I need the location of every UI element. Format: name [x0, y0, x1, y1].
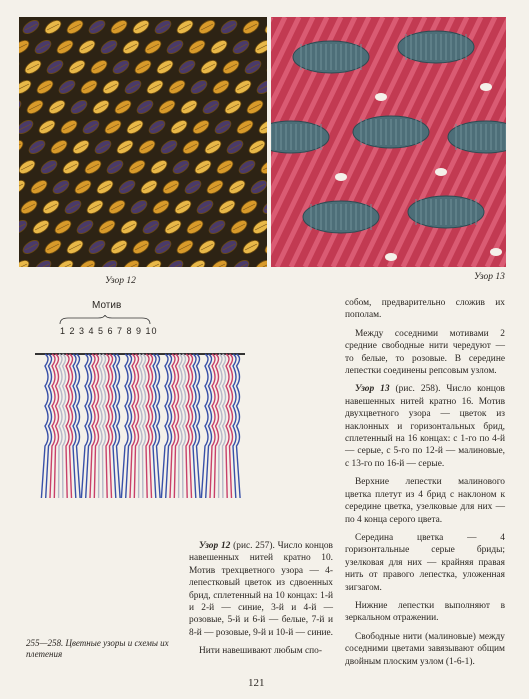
motif-label: Мотив [92, 300, 122, 311]
pattern-12-heading: Узор 12 [199, 541, 231, 551]
macrame-photo-pattern-13 [271, 17, 506, 267]
text-paragraph: собом, предварительно сложив их пополам. [345, 298, 505, 321]
text-paragraph: Нижние лепестки выполняют в зеркальном отражении. [345, 600, 505, 624]
page-number: 121 [248, 677, 265, 689]
figure-caption: 255—258. Цветные узоры и схемы их плетения [26, 638, 169, 659]
thread-numbers: 1 2 3 4 5 6 7 8 9 10 [60, 326, 158, 336]
text-paragraph: Нити навешивают любым спо- [199, 646, 322, 657]
photo-caption-right: Узор 13 [474, 272, 505, 282]
weaving-diagram [35, 336, 245, 506]
pattern-13-heading: Узор 13 [355, 384, 390, 395]
text-column-middle [189, 540, 333, 658]
text-column-right [345, 297, 505, 668]
pattern-13-description: (рис. 258). Число концов навешенных нитей кратно 16. Мотив двухцветного узора — цветок из наклонных и горизонтальных брид, сплетенный на 16 концах: с 1-го по 4-й — серые, с 5-го по 12-й — малиновые, с 13-го по 16-й — серые. [345, 384, 505, 469]
photo-caption-left: Узор 12 [105, 276, 136, 286]
text-paragraph: Середина цветка — 4 горизонтальные серые бриды; узелковая для них — крайняя правая нить от правого лепестка, уложенная зигзагом. [345, 532, 505, 593]
motif-brace [58, 315, 153, 325]
text-paragraph: Свободные нити (малиновые) между соседними цветами завязывают общим двойным плоским узлом (1-6-1). [345, 631, 505, 667]
text-paragraph: Между соседними мотивами 2 средние свободные нити чередуют — то белые, то розовые. В середине лепестки соединены репсовым узлом. [345, 328, 505, 377]
macrame-photo-pattern-12 [19, 17, 267, 267]
text-paragraph: Верхние лепестки малинового цветка плетут из 4 брид с наклоном к середине цветка, узелковые для них — по 4 конца серого цвета. [345, 477, 505, 525]
pattern-12-description: (рис. 257). Число концов навешенных нитей кратно 10. Мотив трехцветного узора — 4-лепестковый цветок из сдвоенных брид, сплетенный на 10 концах: 1-й и 2-й — синие, 3-й и 4-й — розовые, 5-й и 6-й — белые, 7-й и 8-й — розовые, 9-й и 10-й — синие. [189, 541, 333, 638]
